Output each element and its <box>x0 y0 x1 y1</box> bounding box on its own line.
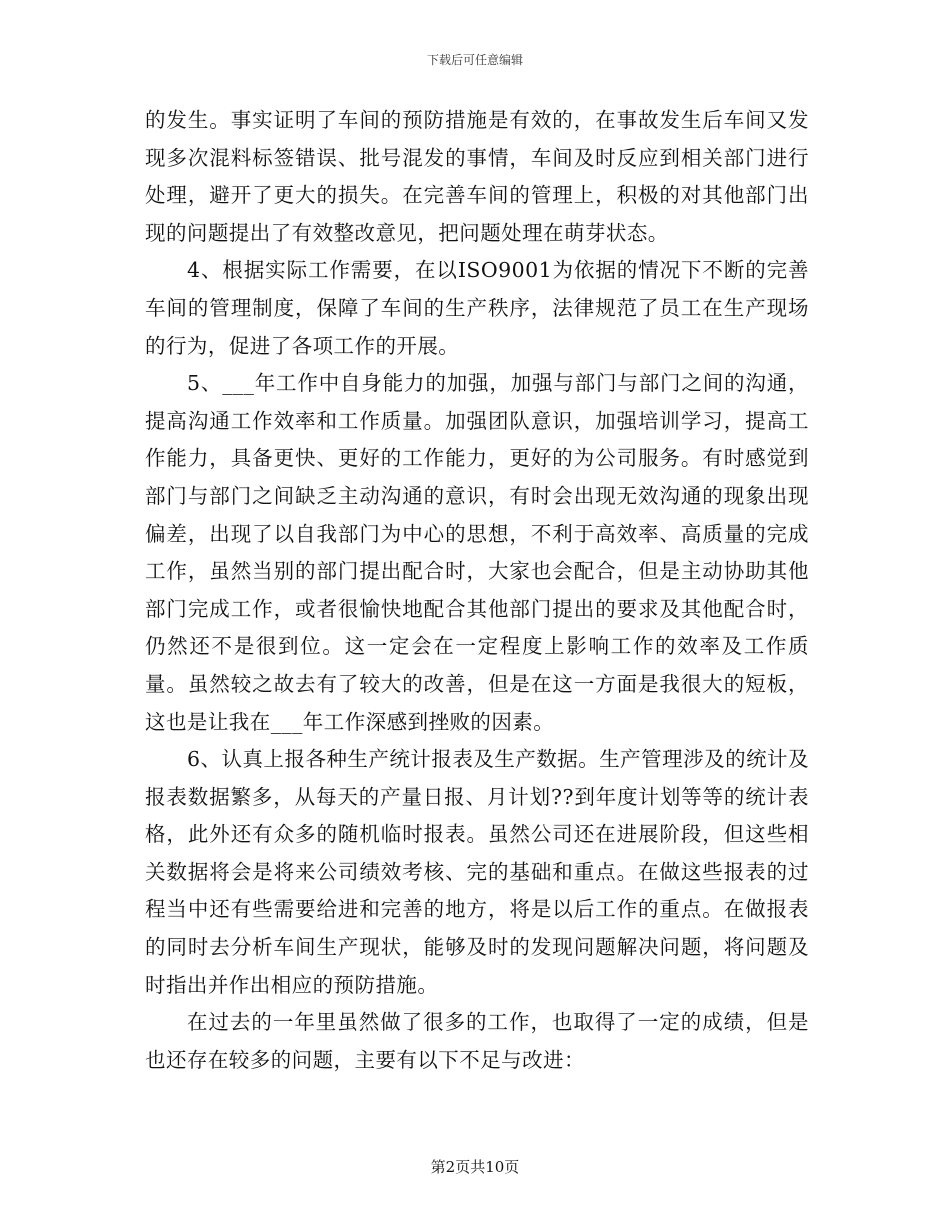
paragraph-item-4: 4、根据实际工作需要，在以ISO9001为依据的情况下不断的完善车间的管理制度，保障了车间的生产秩序，法律规范了员工在生产现场的行为，促进了各项工作的开展。 <box>145 258 809 358</box>
paragraph-continuation: 的发生。事实证明了车间的预防措施是有效的，在事故发生后车间又发现多次混料标签错误、批号混发的事情，车间及时反应到相关部门进行处理，避开了更大的损失。在完善车间的管理上，积极的对其他部门出现的问题提出了有效整改意见，把问题处理在萌芽状态。 <box>145 108 809 245</box>
paragraph-item-5: 5、___年工作中自身能力的加强，加强与部门与部门之间的沟通，提高沟通工作效率和工作质量。加强团队意识，加强培训学习，提高工作能力，具备更快、更好的工作能力，更好的为公司服务。有时感觉到部门与部门之间缺乏主动沟通的意识，有时会出现无效沟通的现象出现偏差，出现了以自我部门为中心的思想，不利于高效率、高质量的完成工作，虽然当别的部门提出配合时，大家也会配合，但是主动协助其他部门完成工作，或者很愉快地配合其他部门提出的要求及其他配合时，仍然还不是很到位。这一定会在一定程度上影响工作的效率及工作质量。虽然较之故去有了较大的改善，但是在这一方面是我很大的短板，这也是让我在___年工作深感到挫败的因素。 <box>145 371 809 734</box>
paragraph-item-6: 6、认真上报各种生产统计报表及生产数据。生产管理涉及的统计及报表数据繁多，从每天的产量日报、月计划??到年度计划等等的统计表格，此外还有众多的随机临时报表。虽然公司还在进展阶段，但这些相关数据将会是将来公司绩效考核、完的基础和重点。在做这些报表的过程当中还有些需要给进和完善的地方，将是以后工作的重点。在做报表的同时去分析车间生产现状，能够及时的发现问题解决问题，将问题及时指出并作出相应的预防措施。 <box>145 747 809 997</box>
page-number: 第2页共10页 <box>430 1158 520 1176</box>
page-header-note: 下载后可任意编辑 <box>426 53 523 67</box>
document-body <box>145 102 809 1079</box>
paragraph-summary: 在过去的一年里虽然做了很多的工作，也取得了一定的成绩，但是也还存在较多的问题，主要有以下不足与改进： <box>145 1010 809 1072</box>
